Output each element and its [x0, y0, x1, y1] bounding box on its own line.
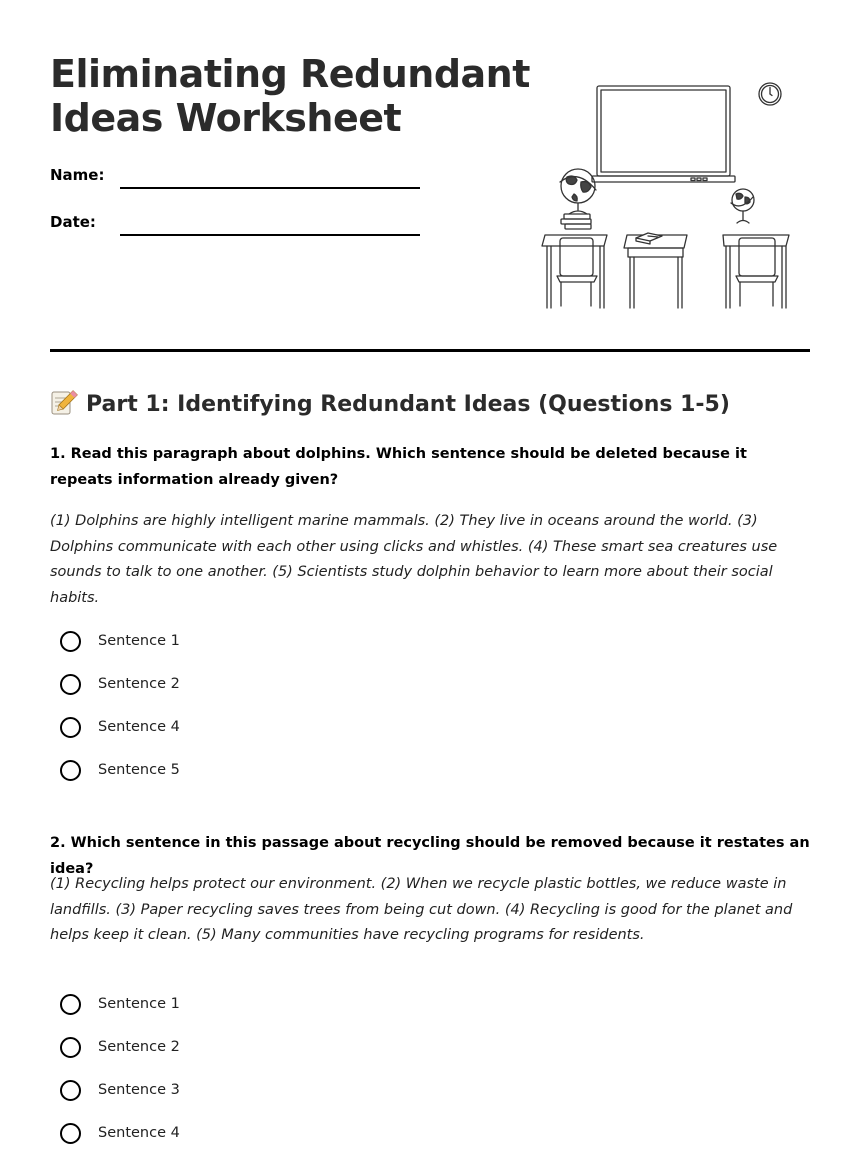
- part-1-heading: [50, 388, 730, 417]
- globe-icon-large: [560, 169, 596, 229]
- name-field[interactable]: [120, 187, 420, 189]
- radio-button[interactable]: [60, 717, 81, 738]
- question-2-prompt: 2. Which sentence in this passage about recycling should be removed because it restates an idea?: [50, 835, 810, 877]
- left-desk: [542, 235, 607, 308]
- question-2-passage: (1) Recycling helps protect our environment. (2) When we recycle plastic bottles, we reduce waste in landfills. (3) Paper recycling saves trees from being cut down. (4) Recycling is good for the planet and helps keep it clean. (5) Many communities have recycling programs for residents.: [50, 876, 793, 943]
- center-desk: [624, 233, 687, 308]
- part-1-heading-text: Part 1: Identifying Redundant Ideas (Questions 1-5): [86, 392, 730, 417]
- option-label: Sentence 1: [98, 633, 180, 649]
- title-line-2: Ideas Worksheet: [50, 96, 402, 140]
- option-label: Sentence 2: [98, 1039, 180, 1055]
- q1-option-a[interactable]: [60, 628, 180, 654]
- radio-button[interactable]: [60, 994, 81, 1015]
- option-label: Sentence 4: [98, 1125, 180, 1141]
- radio-button[interactable]: [60, 1080, 81, 1101]
- radio-button[interactable]: [60, 631, 81, 652]
- date-field[interactable]: [120, 234, 420, 236]
- whiteboard: [592, 86, 735, 182]
- globe-icon-small: [731, 189, 754, 223]
- wall-clock-icon: [759, 83, 781, 105]
- option-label: Sentence 3: [98, 1082, 180, 1098]
- right-desk: [723, 235, 789, 308]
- q2-option-a[interactable]: [60, 991, 180, 1017]
- option-label: Sentence 5: [98, 762, 180, 778]
- option-label: Sentence 4: [98, 719, 180, 735]
- question-1-prompt: 1. Read this paragraph about dolphins. Which sentence should be deleted because it repeats information already given?: [50, 446, 747, 488]
- q2-option-c[interactable]: [60, 1077, 180, 1103]
- option-label: Sentence 2: [98, 676, 180, 692]
- q1-option-c[interactable]: [60, 714, 180, 740]
- q2-option-b[interactable]: [60, 1034, 180, 1060]
- q1-option-d[interactable]: [60, 757, 180, 783]
- name-label: Name:: [50, 166, 105, 184]
- radio-button[interactable]: [60, 760, 81, 781]
- classroom-illustration: [540, 78, 795, 313]
- question-1-passage: (1) Dolphins are highly intelligent marine mammals. (2) They live in oceans around the world. (3) Dolphins communicate with each other using clicks and whistles. (4) These smart sea creatures use sounds to talk to one another. (5) Scientists study dolphin behavior to learn more about their social habits.: [50, 513, 778, 606]
- q2-option-d[interactable]: [60, 1120, 180, 1146]
- memo-pencil-icon: [50, 388, 78, 416]
- option-label: Sentence 1: [98, 996, 180, 1012]
- radio-button[interactable]: [60, 1037, 81, 1058]
- date-label: Date:: [50, 213, 96, 231]
- q1-option-b[interactable]: [60, 671, 180, 697]
- section-divider: [50, 349, 810, 352]
- title-line-1: Eliminating Redundant: [50, 52, 530, 96]
- radio-button[interactable]: [60, 674, 81, 695]
- worksheet-title: [50, 52, 530, 140]
- radio-button[interactable]: [60, 1123, 81, 1144]
